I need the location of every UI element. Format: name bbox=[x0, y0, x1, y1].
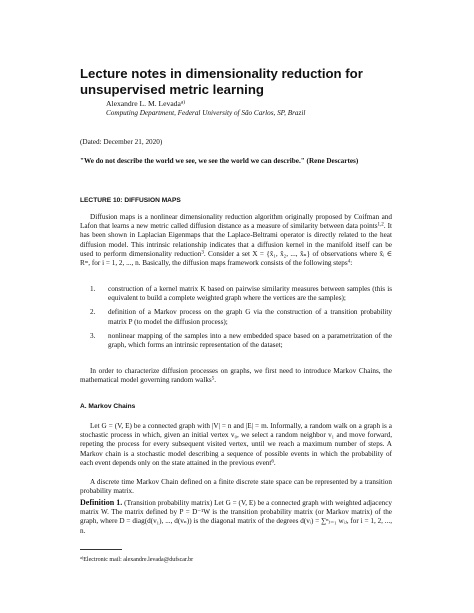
markov-intro-text-1: In order to characterize diffusion processes on graphs, we first need to introduce Markov Chains, the mathematical model governing random walks bbox=[80, 367, 392, 385]
footnote-rule bbox=[80, 549, 122, 550]
citation-ref: 4 bbox=[347, 259, 351, 265]
definition-text: (Transition probability matrix) Let G = (V, E) be a connected graph with weighted adjacency matrix W. The matrix defined by P = D⁻¹W is the transition probability matrix (or Markov matrix) of the graph, where D = diag(d(v₁), ..., d(vₙ)) is the diagonal matrix of the degrees d(vᵢ) = ∑ⁿⱼ₌₁ wᵢⱼ, for i = 1, 2, ..., n. bbox=[80, 499, 393, 535]
citation-ref: 6 bbox=[271, 459, 274, 465]
author-name: Alexandre L. M. Levada bbox=[106, 99, 181, 108]
list-item-number: 2. bbox=[90, 308, 96, 317]
markov-paragraph-2: A discrete time Markov Chain defined on a finite discrete state space can be represented by a transition probability matrix. bbox=[80, 478, 392, 496]
list-item bbox=[80, 285, 392, 303]
definition-label: Definition 1. bbox=[80, 498, 123, 507]
markov-p1-text-1: Let G = (V, E) be a connected graph with |V| = n and |E| = m. Informally, a random walk on a graph is a stochastic process in which, given an initial vertex v₀, we select a random neighbor v₁ and move forward, repeting the process for every subsequent visited vertex, until we reach a maximum number of steps. A Markov chain is a stochastic model describing a sequence of possible events in which the probability of each event depends only on the state attained in the previous event bbox=[80, 422, 392, 467]
footnote-mark: a) bbox=[80, 555, 84, 561]
paper-title: Lecture notes in dimensionality reduction for unsupervised metric learning bbox=[80, 66, 363, 97]
list-item-number: 3. bbox=[90, 331, 96, 340]
steps-list bbox=[80, 285, 392, 355]
footnote-text: Electronic mail: alexandre.levada@dufscar.br bbox=[83, 557, 194, 563]
footnote bbox=[80, 556, 193, 564]
citation-ref: 1,2 bbox=[377, 222, 384, 228]
author-mark: a) bbox=[180, 99, 185, 106]
epigraph-quote: "We do not describe the world we see, we see the world we can describe." (Rene Descartes) bbox=[80, 157, 359, 165]
affiliation: Computing Department, Federal University of São Carlos, SP, Brazil bbox=[106, 109, 306, 117]
markov-intro-text-2: . bbox=[214, 376, 217, 385]
list-item-text: nonlinear mapping of the samples into a new embedded space based on a parametrization of the graph, which forms an intrinsic representation of the dataset; bbox=[108, 331, 392, 350]
intro-text-2: . It has been shown in Laplacian Eigenmaps that the Laplace-Beltrami operator is directly related to the heat diffusion model. This intrinsic relationship indicates that a diffusion kernel in the manifold itself can be used to perform dimensionality reduction bbox=[80, 222, 392, 258]
citation-ref: 3 bbox=[201, 250, 204, 256]
subsection-heading: A. Markov Chains bbox=[80, 403, 136, 410]
dated-line: (Dated: December 21, 2020) bbox=[80, 138, 163, 146]
list-item bbox=[80, 308, 392, 326]
intro-text-1: Diffusion maps is a nonlinear dimensionality reduction algorithm originally proposed by Coifman and Lafon that learns a new metric called diffusion distance as a measure of similarity between data points bbox=[80, 213, 392, 231]
list-item-text: construction of a kernel matrix K based on pairwise similarity measures between samples (this is equivalent to build a complete weighted graph where the vertices are the samples); bbox=[108, 285, 392, 303]
markov-p1-text-2: . bbox=[273, 458, 276, 467]
definition-block bbox=[80, 498, 392, 536]
intro-text-4: : bbox=[350, 259, 353, 268]
list-item-text: definition of a Markov process on the graph G via the construction of a transition probability matrix P (to model the diffusion process); bbox=[108, 308, 392, 326]
citation-ref: 5 bbox=[211, 376, 215, 382]
markov-paragraph-1 bbox=[80, 422, 392, 468]
intro-text-3: . Consider a set X = {x̃₁, x̃₂, ..., x̃ₙ} of observations where x̃ᵢ ∈ Rᵐ, for i = 1, 2, ..., n. Basically, the diffusion maps framework consists of the following steps bbox=[80, 249, 393, 268]
markov-intro-paragraph bbox=[80, 367, 392, 385]
list-item bbox=[80, 332, 392, 350]
section-heading: LECTURE 10: DIFFUSION MAPS bbox=[80, 197, 181, 204]
list-item-number: 1. bbox=[90, 285, 96, 293]
author-line bbox=[106, 99, 185, 108]
intro-paragraph bbox=[80, 213, 392, 268]
